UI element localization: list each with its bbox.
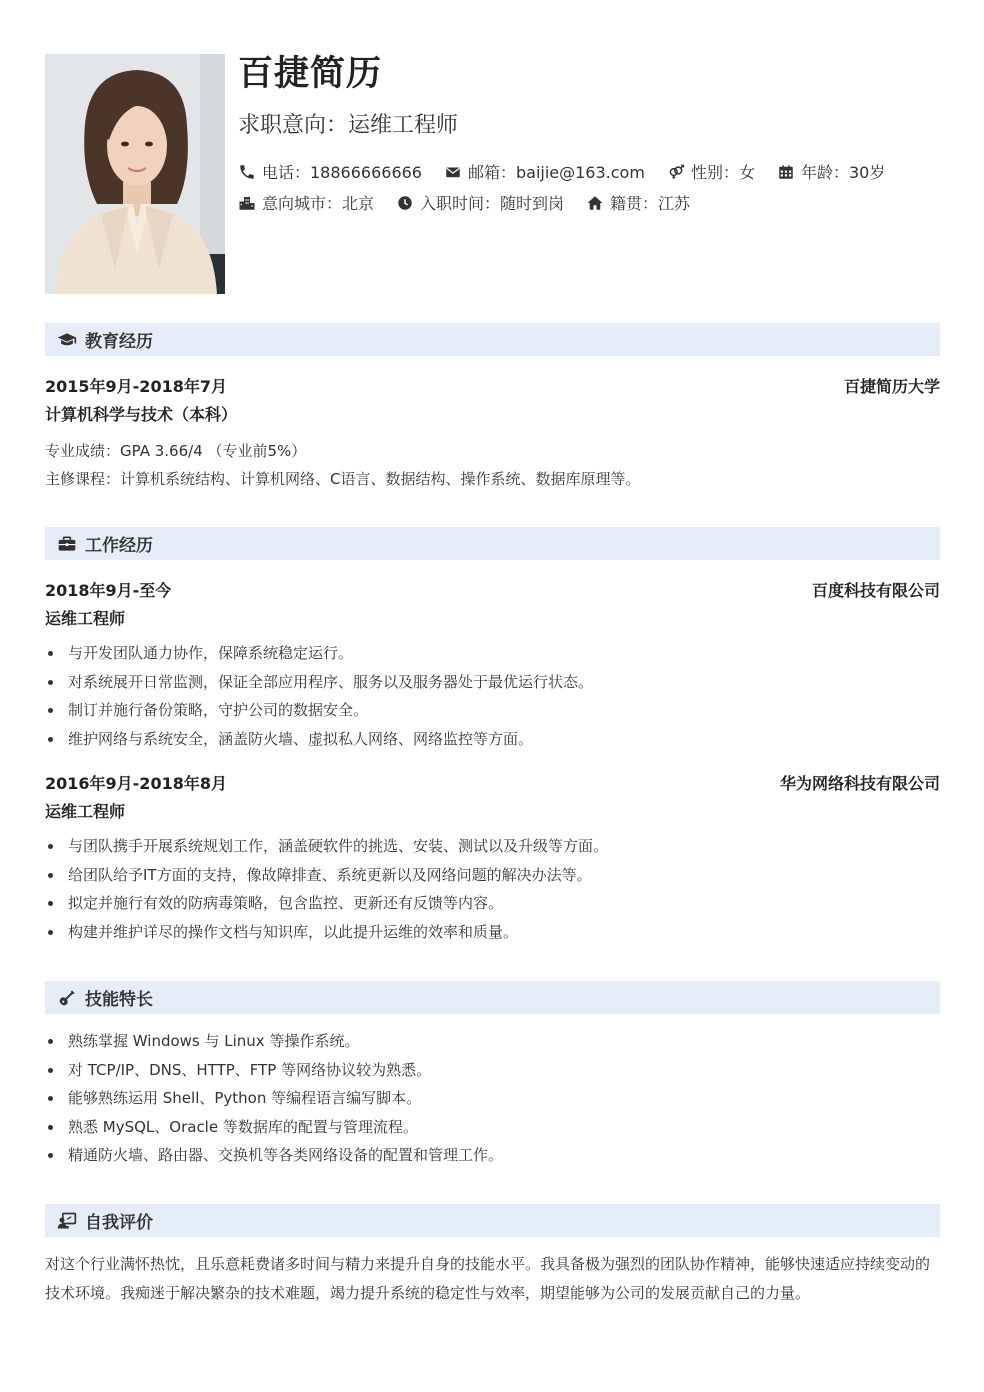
job-role: 运维工程师 — [45, 609, 126, 628]
section-title: 工作经历 — [85, 536, 153, 556]
section-title: 自我评价 — [85, 1213, 153, 1233]
list-item: 精通防火墙、路由器、交换机等各类网络设备的配置和管理工作。 — [45, 1141, 503, 1170]
job-intent: 求职意向：运维工程师 — [238, 113, 459, 138]
education-header — [45, 374, 940, 397]
section-work — [45, 527, 940, 560]
job-duties — [45, 832, 608, 946]
education-courses: 主修课程：计算机系统结构、计算机网络、C语言、数据结构、操作系统、数据库原理等。 — [45, 470, 641, 488]
info-row-2 — [238, 191, 712, 214]
city-icon — [238, 194, 256, 212]
info-row-1 — [238, 160, 907, 183]
info-hometown: 籍贯：江苏 — [586, 191, 690, 214]
list-item: 给团队给予IT方面的支持，像故障排查、系统更新以及网络问题的解决办法等。 — [45, 861, 608, 890]
list-item: 熟悉 MySQL、Oracle 等数据库的配置与管理流程。 — [45, 1113, 503, 1142]
list-item: 与开发团队通力协作，保障系统稳定运行。 — [45, 639, 593, 668]
section-self-evaluation — [45, 1204, 940, 1237]
list-item: 拟定并施行有效的防病毒策略，包含监控、更新还有反馈等内容。 — [45, 889, 608, 918]
self-evaluation-text: 对这个行业满怀热忱，且乐意耗费诸多时间与精力来提升自身的技能水平。我具备极为强烈的团队协作精神，能够快速适应持续变动的技术环境。我痴迷于解决繁杂的技术难题，竭力提升系统的稳定性与效率，期望能够为公司的发展贡献自己的力量。 — [45, 1255, 931, 1302]
list-item: 构建并维护详尽的操作文档与知识库，以此提升运维的效率和质量。 — [45, 918, 608, 947]
list-item: 制订并施行备份策略，守护公司的数据安全。 — [45, 696, 593, 725]
info-start-time: 入职时间：随时到岗 — [396, 191, 564, 214]
briefcase-icon — [57, 534, 77, 554]
list-item: 对系统展开日常监测，保证全部应用程序、服务以及服务器处于最优运行状态。 — [45, 668, 593, 697]
education-major: 计算机科学与技术（本科） — [45, 405, 238, 424]
chalkboard-user-icon — [57, 1211, 77, 1231]
section-title: 技能特长 — [85, 990, 153, 1010]
list-item: 能够熟练运用 Shell、Python 等编程语言编写脚本。 — [45, 1084, 503, 1113]
info-city: 意向城市：北京 — [238, 191, 374, 214]
list-item: 维护网络与系统安全，涵盖防火墙、虚拟私人网络、网络监控等方面。 — [45, 725, 593, 754]
job-period: 2016年9月-2018年8月 — [45, 774, 227, 793]
clock-icon — [396, 194, 414, 212]
resume-name: 百捷简历 — [238, 54, 383, 94]
section-title: 教育经历 — [85, 332, 153, 352]
list-item: 与团队携手开展系统规划工作，涵盖硬软件的挑选、安装、测试以及升级等方面。 — [45, 832, 608, 861]
job-company: 华为网络科技有限公司 — [779, 774, 940, 793]
education-school: 百捷简历大学 — [843, 377, 940, 396]
home-icon — [586, 194, 604, 212]
guitar-icon — [57, 988, 77, 1008]
email-icon — [444, 163, 462, 181]
profile-photo — [45, 54, 225, 294]
job-header — [45, 771, 940, 794]
info-gender: 性别：女 — [667, 160, 755, 183]
list-item: 熟练掌握 Windows 与 Linux 等操作系统。 — [45, 1027, 503, 1056]
section-skills — [45, 981, 940, 1014]
phone-icon — [238, 163, 256, 181]
job-company: 百度科技有限公司 — [811, 581, 940, 600]
education-gpa: 专业成绩：GPA 3.66/4 （专业前5%） — [45, 442, 307, 460]
info-age: 年龄：30岁 — [777, 160, 885, 183]
job-period: 2018年9月-至今 — [45, 581, 172, 600]
education-period: 2015年9月-2018年7月 — [45, 377, 227, 396]
list-item: 对 TCP/IP、DNS、HTTP、FTP 等网络协议较为熟悉。 — [45, 1056, 503, 1085]
skills-list — [45, 1027, 503, 1170]
job-header — [45, 578, 940, 601]
gender-icon — [667, 163, 685, 181]
graduation-cap-icon — [57, 330, 77, 350]
info-phone: 电话：18866666666 — [238, 160, 422, 183]
info-email: 邮箱：baijie@163.com — [444, 160, 645, 183]
job-duties — [45, 639, 593, 753]
section-education — [45, 323, 940, 356]
job-role: 运维工程师 — [45, 802, 126, 821]
calendar-icon — [777, 163, 795, 181]
